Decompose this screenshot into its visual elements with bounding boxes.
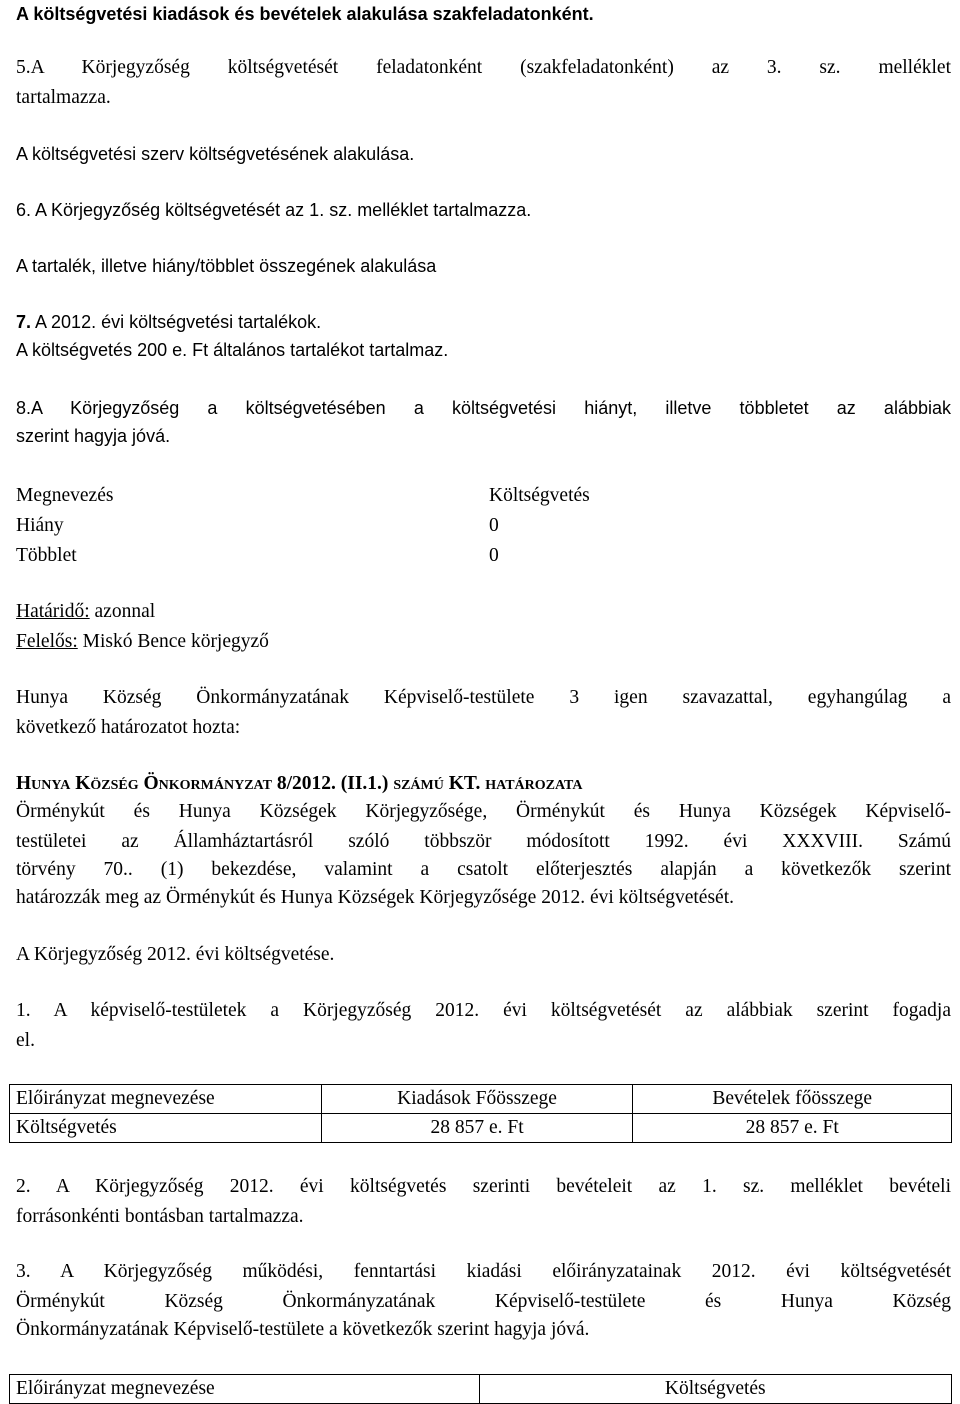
expenditure-table bbox=[9, 1374, 952, 1404]
paragraph-5-line2: tartalmazza. bbox=[16, 87, 111, 108]
budget-table-header-row bbox=[10, 1085, 952, 1114]
vote-line2: következő határozatot hozta: bbox=[16, 717, 241, 738]
resolution-title-part: SZÁMÚ bbox=[393, 778, 444, 793]
table-cell: 28 857 e. Ft bbox=[633, 1114, 952, 1143]
paragraph-7-line2: A költségvetés 200 e. Ft általános tartalékot tartalmaz. bbox=[16, 340, 449, 360]
paragraph-8-line1: 8.A Körjegyzőség a költségvetésében a költségvetési hiányt, illetve többletet az alábbiak bbox=[16, 398, 951, 418]
section-heading-szerv: A költségvetési szerv költségvetésének alakulása. bbox=[16, 144, 415, 164]
paragraph-3-line2: Örménykút Község Önkormányzatának Képviselő-testülete és Hunya Község bbox=[16, 1291, 951, 1312]
deficit-table-header-name: Megnevezés bbox=[16, 485, 114, 506]
responsible-line bbox=[16, 630, 951, 654]
resolution-body-line2: testületei az Államháztartásról szóló többször módosított 1992. évi XXXVIII. Számú bbox=[16, 831, 951, 852]
section-heading-kiadasok: A költségvetési kiadások és bevételek alakulása szakfeladatonként. bbox=[16, 4, 594, 24]
resolution-title-part: H bbox=[16, 773, 32, 794]
paragraph-3-line3: Önkormányzatának Képviselő-testülete a következők szerint hagyja jóvá. bbox=[16, 1319, 590, 1340]
paragraph-7-line1 bbox=[16, 310, 951, 334]
surplus-row-value: 0 bbox=[489, 545, 499, 566]
resolution-title-part: Ö bbox=[138, 773, 159, 794]
paragraph-7-text: A 2012. évi költségvetési tartalékok. bbox=[31, 312, 322, 332]
deadline-line bbox=[16, 600, 951, 624]
budget-table-header-cell: Előirányzat megnevezése bbox=[10, 1085, 322, 1114]
resolution-title-part: HATÁROZATA bbox=[485, 778, 583, 793]
resolution-title-part: ÖZSÉG bbox=[90, 778, 139, 793]
paragraph-6: 6. A Körjegyzőség költségvetését az 1. sz. melléklet tartalmazza. bbox=[16, 200, 532, 220]
resolution-body-line1: Örménykút és Hunya Községek Körjegyzősége, Örménykút és Hunya Községek Képviselő- bbox=[16, 801, 951, 822]
expenditure-table-header-cell: Költségvetés bbox=[479, 1375, 951, 1404]
expenditure-table-header-row bbox=[10, 1375, 952, 1404]
table-cell: Költségvetés bbox=[10, 1114, 322, 1143]
deficit-row-label: Hiány bbox=[16, 515, 64, 536]
paragraph-5-line1: 5.A Körjegyzőség költségvetését feladatonként (szakfeladatonként) az 3. sz. melléklet bbox=[16, 57, 951, 78]
budget-table-header-cell: Bevételek főösszege bbox=[633, 1085, 952, 1114]
budget-table-header-cell: Kiadások Főösszege bbox=[321, 1085, 633, 1114]
deadline-label: Határidő: bbox=[16, 601, 90, 622]
budget-table bbox=[9, 1084, 952, 1143]
table-cell: 28 857 e. Ft bbox=[321, 1114, 633, 1143]
resolution-title-part: UNYA bbox=[31, 778, 71, 793]
vote-line1: Hunya Község Önkormányzatának Képviselő-testülete 3 igen szavazattal, egyhangúlag a bbox=[16, 687, 951, 708]
deficit-table-header-budget: Költségvetés bbox=[489, 485, 590, 506]
table-row bbox=[10, 1114, 952, 1143]
resolution-title-part: NKORMÁNYZAT bbox=[158, 778, 272, 793]
paragraph-8-line2: szerint hagyja jóvá. bbox=[16, 426, 171, 446]
resolution-body-line4: határozzák meg az Örménykút és Hunya Községek Körjegyzősége 2012. évi költségvetését. bbox=[16, 887, 734, 908]
resolution-title bbox=[16, 772, 951, 798]
responsible-value: Miskó Bence körjegyző bbox=[77, 631, 269, 652]
resolution-body-line3: törvény 70.. (1) bekezdése, valamint a csatolt előterjesztés alapján a következők szerint bbox=[16, 859, 951, 880]
paragraph-1-line1: 1. A képviselő-testületek a Körjegyzőség 2012. évi költségvetését az alábbiak szerint fogadja bbox=[16, 1000, 951, 1021]
paragraph-2-line1: 2. A Körjegyzőség 2012. évi költségvetés szerinti bevételeit az 1. sz. melléklet bevételi bbox=[16, 1176, 951, 1197]
expenditure-table-header-cell: Előirányzat megnevezése bbox=[10, 1375, 480, 1404]
budget-title: A Körjegyzőség 2012. évi költségvetése. bbox=[16, 944, 335, 965]
paragraph-3-line1: 3. A Körjegyzőség működési, fenntartási kiadási előirányzatainak 2012. évi költségvetését bbox=[16, 1261, 951, 1282]
deficit-row-value: 0 bbox=[489, 515, 499, 536]
surplus-row-label: Többlet bbox=[16, 545, 77, 566]
paragraph-1-line2: el. bbox=[16, 1030, 35, 1051]
resolution-title-part: KT. bbox=[443, 773, 486, 794]
paragraph-7-number: 7. bbox=[16, 312, 32, 332]
resolution-title-part: 8/2012. (II.1.) bbox=[271, 773, 394, 794]
section-heading-tartalek: A tartalék, illetve hiány/többlet összegének alakulása bbox=[16, 256, 437, 276]
paragraph-2-line2: forrásonkénti bontásban tartalmazza. bbox=[16, 1206, 304, 1227]
deadline-value: azonnal bbox=[89, 601, 156, 622]
resolution-title-part: K bbox=[70, 773, 91, 794]
responsible-label: Felelős: bbox=[16, 631, 78, 652]
